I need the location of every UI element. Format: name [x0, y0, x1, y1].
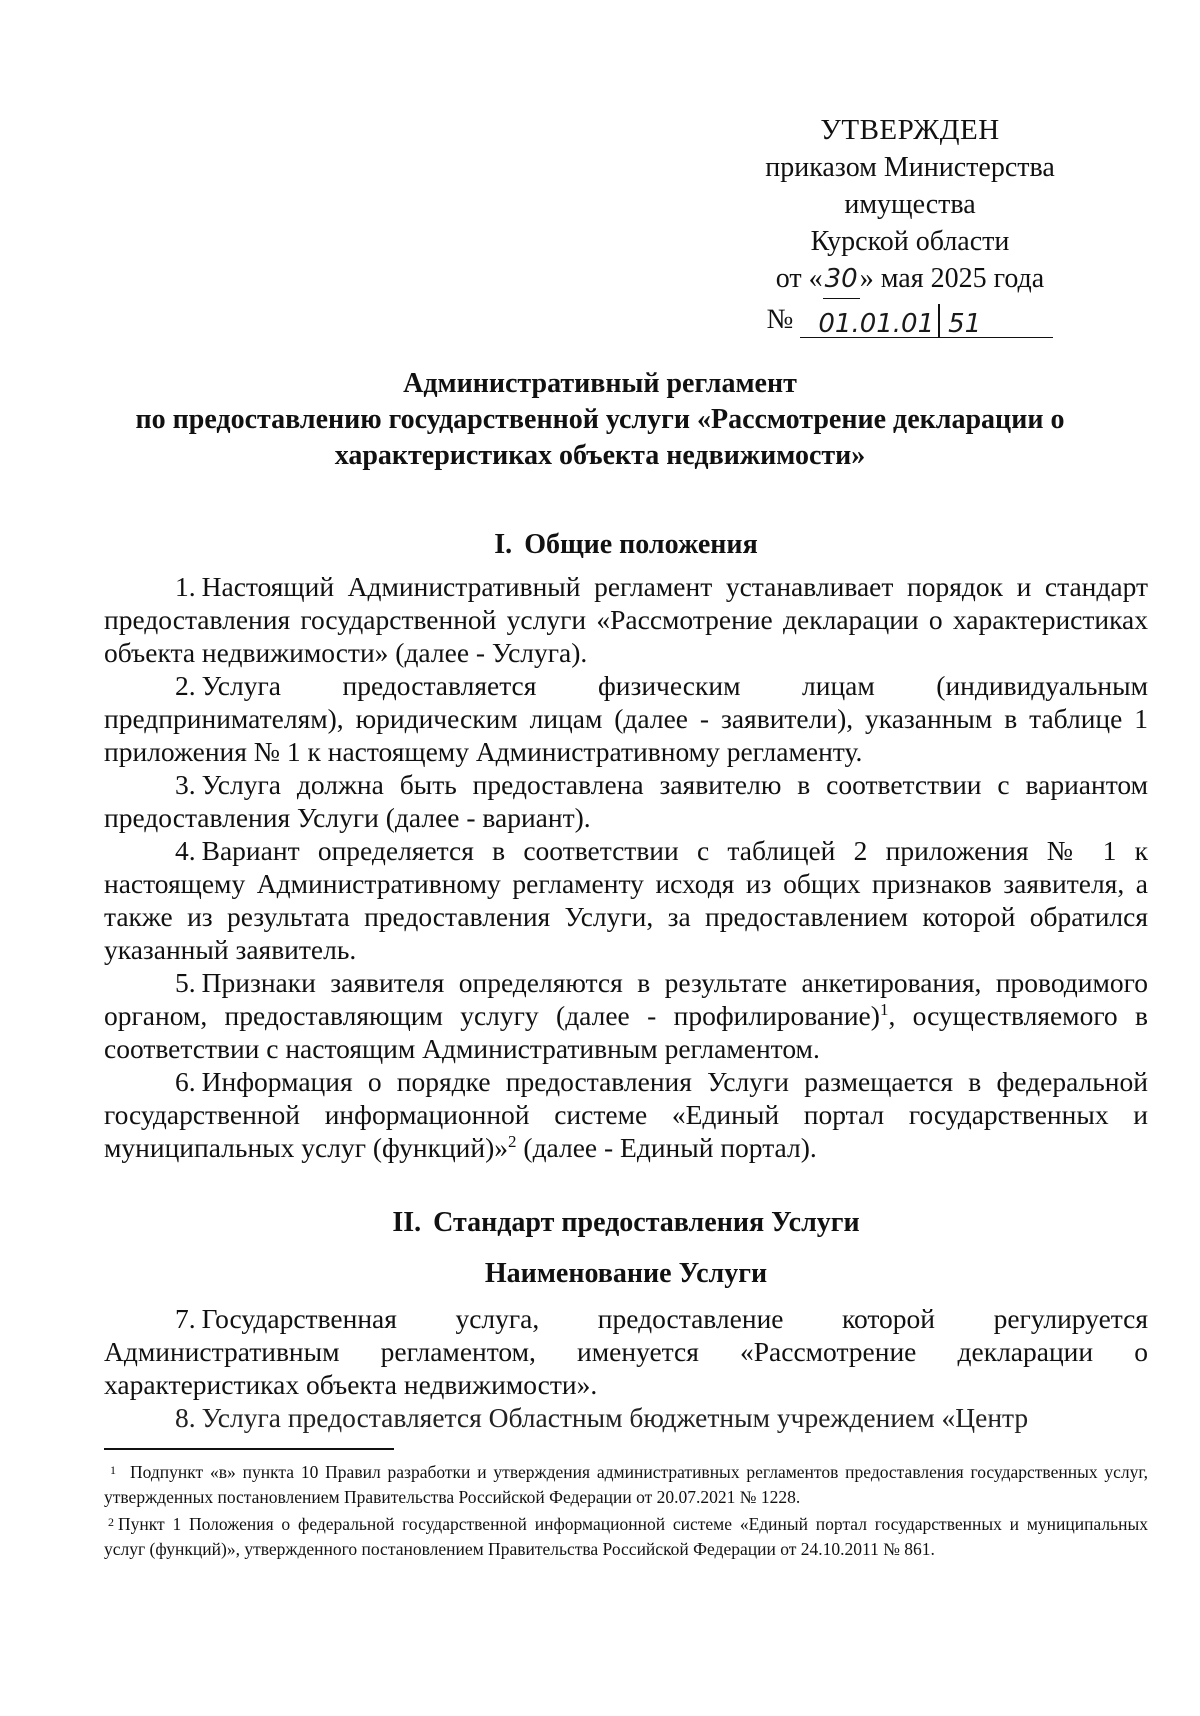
paragraph-4: 4. Вариант определяется в соответствии с таблицей 2 приложения № 1 к настоящему Административному регламенту исходя из общих признаков заявителя, а также из результата предоставления Услуги, за предоставлением которой обратился указанный заявитель.	[104, 835, 1148, 965]
handwritten-number-b: 51	[948, 309, 982, 339]
paragraph-8: 8. Услуга предоставляется Областным бюджетным учреждением «Центр	[175, 1402, 1029, 1433]
paragraph-1: 1. Настоящий Административный регламент устанавливает порядок и стандарт предоставления государственной услуги «Рассмотрение декларации о характеристиках объекта недвижимости» (далее - Услуга).	[104, 571, 1148, 668]
handwritten-day: 30	[823, 261, 860, 299]
footnotes	[104, 1458, 1148, 1562]
approval-block	[700, 112, 1120, 338]
handwritten-separator	[938, 304, 940, 338]
approval-date: от «30» мая 2025 года	[700, 260, 1120, 299]
paragraph-7: 7. Государственная услуга, предоставление которой регулируется Административным регламентом, именуется «Рассмотрение декларации о характеристиках объекта недвижимости».	[104, 1303, 1148, 1400]
footnote-divider	[104, 1448, 394, 1450]
footnote-1: $^1$ Подпункт «в» пункта 10 Правил разработки и утверждения административных регламентов предоставления государственных услуг, утвержденных постановлением Правительства Российской Федерации от 20.07.2021 № 1228.	[104, 1462, 1148, 1507]
paragraph-3: 3. Услуга должна быть предоставлена заявителю в соответствии с вариантом предоставления Услуги (далее - вариант).	[104, 769, 1148, 833]
paragraph-5: 5. Признаки заявителя определяются в результате анкетирования, проводимого органом, предоставляющим услугу (далее - профилирование)$^1$, осуществляемого в соответствии с настоящим Административным регламентом.	[104, 967, 1148, 1064]
section-1-heading: I. Общие положения	[494, 529, 758, 560]
number-field	[800, 304, 1053, 338]
paragraph-2: 2. Услуга предоставляется физическим лицам (индивидуальным предпринимателям), юридическим лицам (далее - заявители), указанным в таблице 1 приложения № 1 к настоящему Административному регламенту.	[104, 670, 1148, 767]
footnote-ref-1: 1	[879, 999, 889, 1019]
number-label: №	[766, 304, 794, 335]
section-2-heading: II. Стандарт предоставления Услуги	[392, 1207, 860, 1238]
approval-heading: УТВЕРЖДЕН	[820, 114, 1000, 146]
footnote-2: $^2$ Пункт 1 Положения о федеральной государственной информационной системе «Единый портал государственных и муниципальных услуг (функций)», утвержденного постановлением Правительства Российской Федерации от 24.10.2011 № 861.	[104, 1514, 1148, 1559]
document-body	[104, 528, 1148, 1434]
handwritten-number-a: 01.01.01	[818, 309, 935, 339]
approval-number	[700, 301, 1120, 338]
subsection-heading: Наименование Услуги	[484, 1258, 768, 1289]
document-title: Административный регламент по предоставлению государственной услуги «Рассмотрение декларации о характеристиках объекта недвижимости»	[135, 368, 1065, 471]
approval-line-1: приказом Министерства имущества	[765, 152, 1055, 220]
footnote-ref-2: 2	[508, 1131, 517, 1151]
approval-line-2: Курской области	[810, 226, 1010, 257]
paragraph-6: 6. Информация о порядке предоставления Услуги размещается в федеральной государственной информационной системе «Единый портал государственных и муниципальных услуг (функций)»$^2$ (далее - Единый портал).	[104, 1066, 1148, 1163]
